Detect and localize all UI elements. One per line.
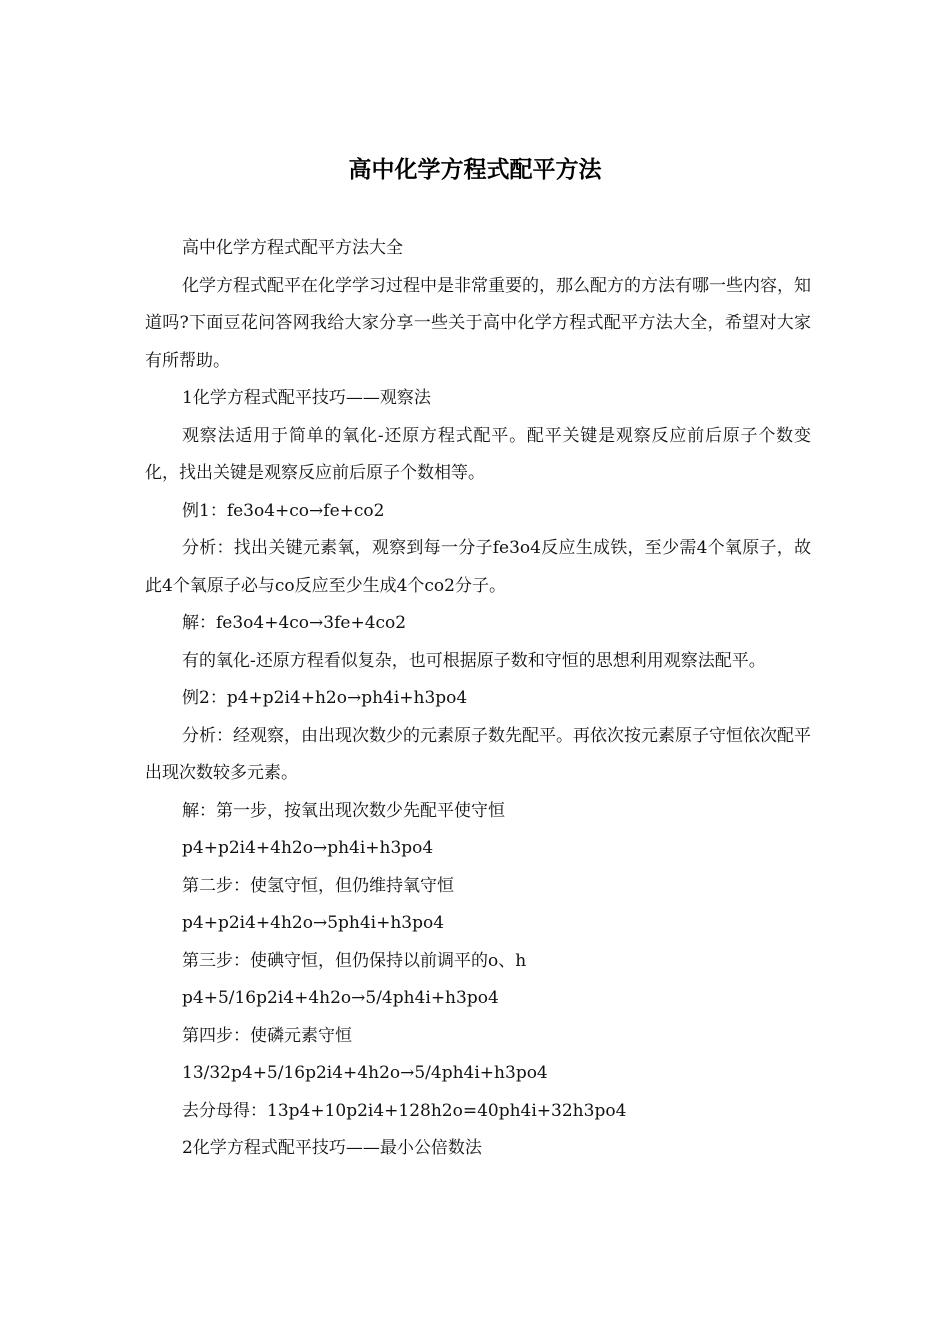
solution-1: 解：fe3o4+4co→3fe+4co2 [182,613,407,633]
section-heading-observation: 1化学方程式配平技巧——观察法 [182,388,431,408]
paragraph-intro: 化学方程式配平在化学学习过程中是非常重要的，那么配方的方法有哪一些内容，知道吗?下面豆花问答网我给大家分享一些关于高中化学方程式配平方法大全，希望对大家有所帮助。 [145,275,811,371]
paragraph-note: 有的氧化-还原方程看似复杂，也可根据原子数和守恒的思想利用观察法配平。 [182,650,766,671]
equation-step-2: p4+p2i4+4h2o→5ph4i+h3po4 [182,913,445,933]
document-title: 高中化学方程式配平方法 [348,156,602,183]
equation-step-4: 13/32p4+5/16p2i4+4h2o→5/4ph4i+h3po4 [182,1063,548,1083]
section-heading-lcm: 2化学方程式配平技巧——最小公倍数法 [182,1138,482,1158]
document-body [145,230,811,1168]
example-2: 例2：p4+p2i4+h2o→ph4i+h3po4 [182,688,468,708]
equation-step-3: p4+5/16p2i4+4h2o→5/4ph4i+h3po4 [182,988,499,1008]
solution-2-step-1: 解：第一步，按氧出现次数少先配平使守恒 [182,800,505,821]
paragraph-observation-desc: 观察法适用于简单的氧化-还原方程式配平。配平关键是观察反应前后原子个数变化，找出关键是观察反应前后原子个数相等。 [145,425,811,483]
solution-2-step-3: 第三步：使碘守恒，但仍保持以前调平的o、h [182,950,527,971]
analysis-2: 分析：经观察，由出现次数少的元素原子数先配平。再依次按元素原子守恒依次配平出现次数较多元素。 [145,725,811,783]
paragraph-intro-heading: 高中化学方程式配平方法大全 [182,238,403,258]
solution-2-step-4: 第四步：使磷元素守恒 [182,1025,352,1046]
equation-step-1: p4+p2i4+4h2o→ph4i+h3po4 [182,838,434,858]
analysis-1: 分析：找出关键元素氧，观察到每一分子fe3o4反应生成铁，至少需4个氧原子，故此4个氧原子必与co反应至少生成4个co2分子。 [145,538,811,596]
example-1: 例1：fe3o4+co→fe+co2 [182,500,385,521]
equation-final: 去分母得：13p4+10p2i4+128h2o=40ph4i+32h3po4 [182,1100,627,1121]
solution-2-step-2: 第二步：使氢守恒，但仍维持氧守恒 [182,875,454,896]
